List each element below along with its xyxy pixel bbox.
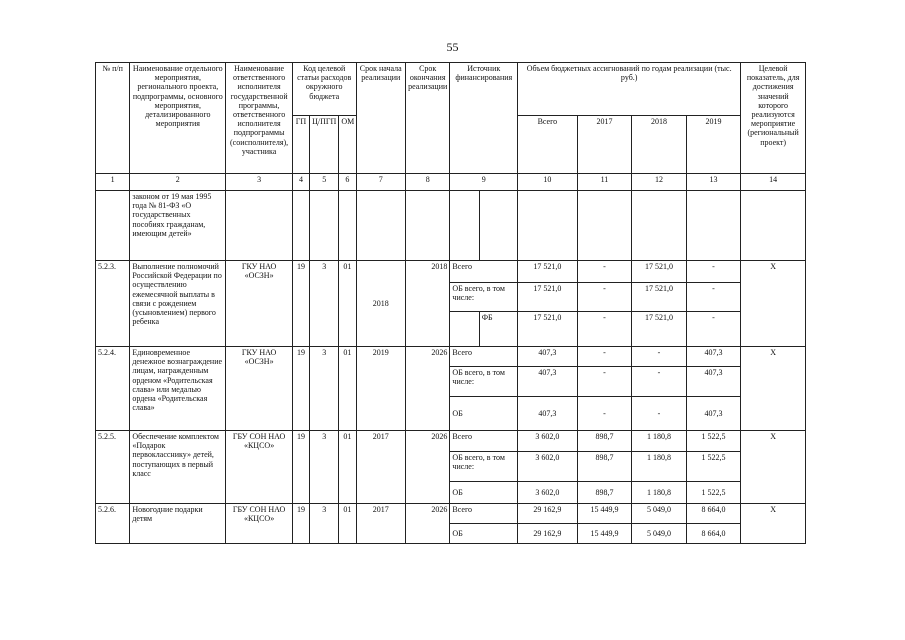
row-2017: - [577, 397, 632, 431]
row-start: 2019 [356, 347, 405, 431]
row-source: Всего [450, 431, 518, 452]
row-cpgp: 3 [310, 347, 339, 431]
row-2017: 898,7 [577, 452, 632, 482]
row-total: 407,3 [518, 347, 578, 367]
row-2017: - [577, 261, 632, 283]
header-total: Всего [518, 116, 578, 174]
row-2017: 898,7 [577, 482, 632, 504]
row-start: 2017 [356, 504, 405, 544]
row-2018: 1 180,8 [632, 452, 687, 482]
row-num: 5.2.3. [96, 261, 130, 347]
row-source: ОБ [450, 524, 518, 544]
row-gp: 19 [292, 347, 309, 431]
row-responsible: ГБУ СОН НАО «КЦСО» [226, 504, 293, 544]
row-om: 01 [339, 504, 356, 544]
col-number: 6 [339, 174, 356, 191]
header-target: Целевой показатель, для достижения значений которого реализуются мероприятие (региональный проект) [741, 63, 806, 174]
row-source: ОБ всего, в том числе: [450, 452, 518, 482]
row-2018: 17 521,0 [632, 261, 687, 283]
col-number: 14 [741, 174, 806, 191]
row-2019: - [686, 312, 741, 347]
header-name: Наименование отдельного мероприятия, регионального проекта, подпрограммы, основного мероприятия, детализированного мероприятия [130, 63, 226, 174]
row-total: 3 602,0 [518, 482, 578, 504]
row-2019: 1 522,5 [686, 482, 741, 504]
row-2018: 1 180,8 [632, 482, 687, 504]
row-source: Всего [450, 504, 518, 524]
row-2019: - [686, 283, 741, 312]
row-om: 01 [339, 347, 356, 431]
row-2019: - [686, 261, 741, 283]
row-2017: - [577, 283, 632, 312]
header-2018: 2018 [632, 116, 687, 174]
program-table [95, 62, 806, 544]
row-source: Всего [450, 347, 518, 367]
row-2018: 17 521,0 [632, 283, 687, 312]
row-name: Выполнение полномочий Российской Федерации по осуществлению ежемесячной выплаты в связи с рождением (усыновлением) первого ребенка [130, 261, 226, 347]
row-start: 2017 [356, 431, 405, 504]
row-cpgp: 3 [310, 504, 339, 544]
row-responsible: ГКУ НАО «ОСЗН» [226, 261, 293, 347]
row-source: ОБ всего, в том числе: [450, 283, 518, 312]
row-name: Единовременное денежное вознаграждение лицам, награжденным орденом «Родительская слава» или медалью ордена «Родительская слава» [130, 347, 226, 431]
header-end: Срок окончания реализации [406, 63, 450, 174]
row-source: Всего [450, 261, 518, 283]
row-2018: - [632, 397, 687, 431]
row-gp: 19 [292, 431, 309, 504]
row-2019: 407,3 [686, 367, 741, 397]
row-end: 2026 [406, 504, 450, 544]
row-cpgp: 3 [310, 431, 339, 504]
row-2019: 407,3 [686, 397, 741, 431]
header-gp: ГП [292, 116, 309, 174]
row-source: ОБ всего, в том числе: [450, 367, 518, 397]
header-budget: Объем бюджетных ассигнований по годам реализации (тыс. руб.) [518, 63, 741, 116]
row-total: 3 602,0 [518, 452, 578, 482]
row-total: 407,3 [518, 367, 578, 397]
col-number: 3 [226, 174, 293, 191]
header-code: Код целевой статьи расходов окружного бюджета [292, 63, 356, 116]
row-2017: 15 449,9 [577, 504, 632, 524]
col-number: 9 [450, 174, 518, 191]
row-2019: 407,3 [686, 347, 741, 367]
row-total: 407,3 [518, 397, 578, 431]
row-2017: 15 449,9 [577, 524, 632, 544]
row-2018: - [632, 367, 687, 397]
header-responsible: Наименование ответственного исполнителя государственной программы, ответственного исполнителя подпрограммы (соисполнителя), участника [226, 63, 293, 174]
row-total: 17 521,0 [518, 312, 578, 347]
row-end: 2026 [406, 431, 450, 504]
row-gp: 19 [292, 261, 309, 347]
row-2017: 898,7 [577, 431, 632, 452]
row-2019: 1 522,5 [686, 431, 741, 452]
row-om: 01 [339, 261, 356, 347]
row-num: 5.2.4. [96, 347, 130, 431]
row-om: 01 [339, 431, 356, 504]
row-total: 29 162,9 [518, 504, 578, 524]
row-total: 29 162,9 [518, 524, 578, 544]
page-number: 55 [446, 40, 459, 54]
row-2019: 8 664,0 [686, 524, 741, 544]
col-number: 11 [577, 174, 632, 191]
row-target: Х [741, 261, 806, 347]
row-2018: 5 049,0 [632, 524, 687, 544]
row-2019: 8 664,0 [686, 504, 741, 524]
row-source: ОБ [450, 482, 518, 504]
header-2017: 2017 [577, 116, 632, 174]
col-number: 5 [310, 174, 339, 191]
row-total: 3 602,0 [518, 431, 578, 452]
row-end: 2026 [406, 347, 450, 431]
row-target: Х [741, 431, 806, 504]
row-responsible: ГКУ НАО «ОСЗН» [226, 347, 293, 431]
col-number: 8 [406, 174, 450, 191]
row-2019: 1 522,5 [686, 452, 741, 482]
col-number: 1 [96, 174, 130, 191]
header-om: ОМ [339, 116, 356, 174]
col-number: 2 [130, 174, 226, 191]
row-total: 17 521,0 [518, 261, 578, 283]
row-target: Х [741, 347, 806, 431]
row-2018: 5 049,0 [632, 504, 687, 524]
row-num: 5.2.6. [96, 504, 130, 544]
row-2017: - [577, 347, 632, 367]
row-name: Обеспечение комплектом «Подарок первокласснику» детей, поступающих в первый класс [130, 431, 226, 504]
col-number: 7 [356, 174, 405, 191]
header-2019: 2019 [686, 116, 741, 174]
row-2017: - [577, 367, 632, 397]
row-2018: 17 521,0 [632, 312, 687, 347]
row-2018: - [632, 347, 687, 367]
row-cpgp: 3 [310, 261, 339, 347]
continuation-text: законом от 19 мая 1995 года № 81-ФЗ «О государственных пособиях гражданам, имеющим детей» [130, 191, 226, 261]
header-source: Источник финансирования [450, 63, 518, 174]
row-gp: 19 [292, 504, 309, 544]
row-num: 5.2.5. [96, 431, 130, 504]
row-source: ОБ [450, 397, 518, 431]
row-name: Новогодние подарки детям [130, 504, 226, 544]
row-2017: - [577, 312, 632, 347]
col-number: 4 [292, 174, 309, 191]
row-2018: 1 180,8 [632, 431, 687, 452]
row-total: 17 521,0 [518, 283, 578, 312]
col-number: 10 [518, 174, 578, 191]
header-start: Срок начала реализации [356, 63, 405, 174]
row-end: 2018 [406, 261, 450, 347]
row-start: 2018 [356, 261, 405, 347]
header-num: № п/п [96, 63, 130, 174]
col-number: 12 [632, 174, 687, 191]
row-responsible: ГБУ СОН НАО «КЦСО» [226, 431, 293, 504]
row-target: Х [741, 504, 806, 544]
row-source: ФБ [479, 312, 517, 347]
col-number: 13 [686, 174, 741, 191]
header-cpgp: Ц/ПГП [310, 116, 339, 174]
